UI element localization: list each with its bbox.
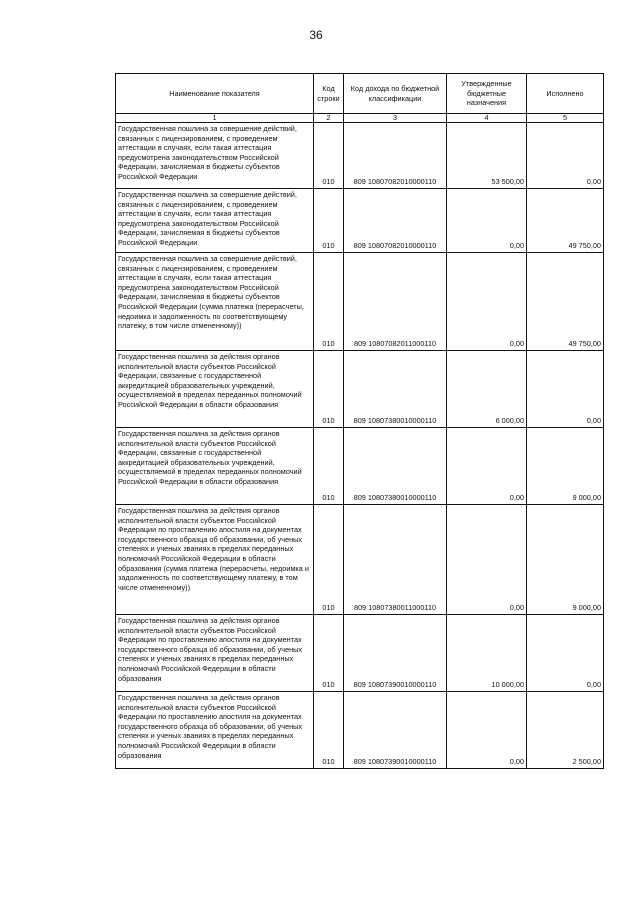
row-name: Государственная пошлина за действия органов исполнительной власти субъектов Российской Федерации, связанные с государственной аккредитацией образовательных учреждений, осуществляемой в пределах переданных полномочий Российской Федерации в области образования [116, 351, 314, 428]
column-number: 3 [344, 114, 447, 123]
column-number: 1 [116, 114, 314, 123]
row-approved: 0,00 [447, 692, 527, 769]
header-kbk: Код дохода по бюджетной классификации [344, 74, 447, 114]
row-approved: 0,00 [447, 253, 527, 351]
row-name: Государственная пошлина за действия органов исполнительной власти субъектов Российской Федерации по проставлению апостиля на документах государственного образца об образовании, об ученых степенях и ученых званиях в пределах переданных полномочий Российской Федерации в области образования (сумма платежа (перерасчеты, недоимка и задолженность по соответствующему платежу, в том числе отмененному)) [116, 505, 314, 615]
row-code: 010 [314, 428, 344, 505]
table-row [116, 189, 604, 253]
row-kbk: 809 10807380010000110 [344, 351, 447, 428]
row-kbk: 809 10807390010000110 [344, 615, 447, 692]
row-name: Государственная пошлина за совершение действий, связанных с лицензированием, с проведением аттестации в случаях, если такая аттестация предусмотрена законодательством Российской Федерации, зачисляемая в бюджеты субъектов Российской Федерации (сумма платежа (перерасчеты, недоимка и задолженность по соответствующему платежу, в том числе отмененному)) [116, 253, 314, 351]
row-approved: 10 000,00 [447, 615, 527, 692]
row-executed: 9 000,00 [527, 505, 604, 615]
header-code: Код строки [314, 74, 344, 114]
row-approved: 53 500,00 [447, 123, 527, 189]
row-name: Государственная пошлина за совершение действий, связанных с лицензированием, с проведением аттестации в случаях, если такая аттестация предусмотрена законодательством Российской Федерации, зачисляемая в бюджеты субъектов Российской Федерации [116, 189, 314, 253]
row-executed: 9 000,00 [527, 428, 604, 505]
row-executed: 49 750,00 [527, 253, 604, 351]
column-number: 4 [447, 114, 527, 123]
row-executed: 2 500,00 [527, 692, 604, 769]
header-row [116, 74, 604, 114]
row-executed: 49 750,00 [527, 189, 604, 253]
row-code: 010 [314, 351, 344, 428]
column-number: 5 [527, 114, 604, 123]
row-code: 010 [314, 253, 344, 351]
row-executed: 0,00 [527, 123, 604, 189]
column-number: 2 [314, 114, 344, 123]
row-kbk: 809 10807380010000110 [344, 428, 447, 505]
row-kbk: 809 10807390010000110 [344, 692, 447, 769]
row-code: 010 [314, 615, 344, 692]
table-row [116, 692, 604, 769]
row-approved: 0,00 [447, 189, 527, 253]
header-name: Наименование показателя [116, 74, 314, 114]
header-executed: Исполнено [527, 74, 604, 114]
row-approved: 0,00 [447, 505, 527, 615]
row-code: 010 [314, 123, 344, 189]
row-code: 010 [314, 505, 344, 615]
row-kbk: 809 10807082011000110 [344, 253, 447, 351]
row-executed: 0,00 [527, 351, 604, 428]
row-approved: 6 000,00 [447, 351, 527, 428]
row-executed: 0,00 [527, 615, 604, 692]
table-row [116, 253, 604, 351]
row-name: Государственная пошлина за действия органов исполнительной власти субъектов Российской Федерации, связанные с государственной аккредитацией образовательных учреждений, осуществляемой в пределах переданных полномочий Российской Федерации в области образования [116, 428, 314, 505]
table-row [116, 351, 604, 428]
table-row [116, 505, 604, 615]
table-row [116, 615, 604, 692]
row-code: 010 [314, 189, 344, 253]
revenue-table [115, 73, 604, 769]
page-number: 36 [309, 28, 323, 42]
row-kbk: 809 10807380011000110 [344, 505, 447, 615]
table-row [116, 428, 604, 505]
row-name: Государственная пошлина за действия органов исполнительной власти субъектов Российской Федерации по проставлению апостиля на документах государственного образца об образовании, об ученых степенях и ученых званиях в пределах переданных полномочий Российской Федерации в области образования [116, 692, 314, 769]
row-kbk: 809 10807082010000110 [344, 123, 447, 189]
row-code: 010 [314, 692, 344, 769]
row-approved: 0,00 [447, 428, 527, 505]
row-kbk: 809 10807082010000110 [344, 189, 447, 253]
row-name: Государственная пошлина за действия органов исполнительной власти субъектов Российской Федерации по проставлению апостиля на документах государственного образца об образовании, об ученых степенях и ученых званиях в пределах переданных полномочий Российской Федерации в области образования [116, 615, 314, 692]
header-approved: Утвержденные бюджетные назначения [447, 74, 527, 114]
row-name: Государственная пошлина за совершение действий, связанных с лицензированием, с проведением аттестации в случаях, если такая аттестация предусмотрена законодательством Российской Федерации, зачисляемая в бюджеты субъектов Российской Федерации [116, 123, 314, 189]
column-number-row [116, 114, 604, 123]
table-row [116, 123, 604, 189]
